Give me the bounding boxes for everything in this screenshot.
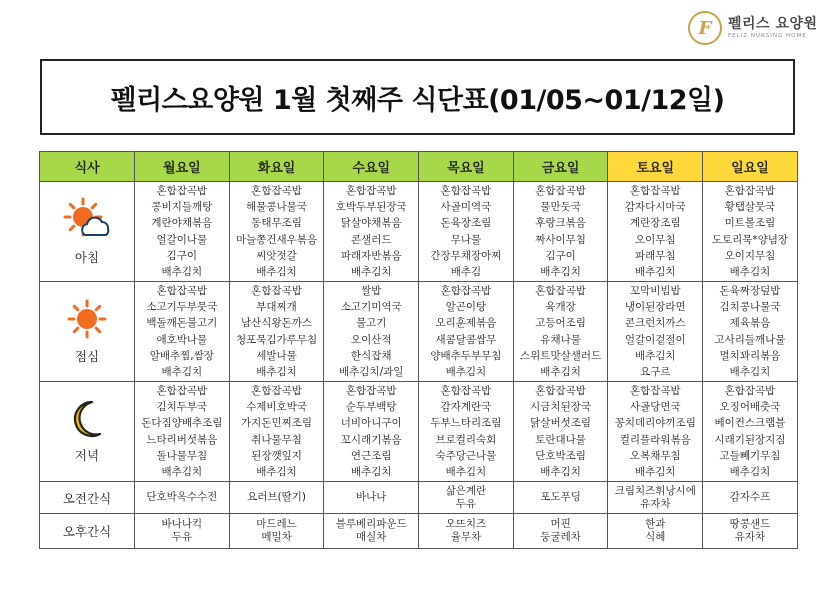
menu-item: 꼬시래기볶음 [340,433,402,446]
header-tuesday: 화요일 [229,152,324,182]
menu-item: 배추김치 [634,349,676,362]
meal-label: 오후간식 [62,524,112,539]
menu-cell-am-snack-thu [419,482,514,514]
menu-item: 배추김 [450,266,482,279]
menu-item: 오징어배춧국 [719,400,781,413]
menu-cell-dinner-wed [324,382,419,482]
menu-item: 유채나물 [540,333,581,346]
meal-label-cell [40,282,135,382]
menu-item: 사골당면국 [629,400,681,413]
menu-cell-dinner-fri [513,382,608,482]
menu-item: 메밀차 [261,531,292,543]
menu-item: 오이무침 [634,233,676,246]
menu-item: 돈육짜장덮밥 [719,284,781,297]
menu-item: 멸치꽈리볶음 [719,349,781,362]
menu-item: 매실차 [356,531,387,543]
sun-cloud-icon [40,197,134,244]
menu-item: 애호박나물 [156,333,208,346]
meal-label: 아침 [74,250,100,265]
meal-label: 저녁 [74,448,100,463]
menu-cell-dinner-tue [229,382,324,482]
menu-item: 율무차 [450,531,482,543]
menu-item: 꼬막비빔밥 [629,284,681,297]
menu-item: 배추김치 [161,466,203,479]
header-saturday: 토요일 [608,152,703,182]
moon-icon [40,399,134,442]
menu-item: 김구이 [166,249,198,262]
menu-item: 콘크런치까스 [624,317,686,330]
menu-item: 수제비호박국 [246,400,307,413]
menu-cell-breakfast-tue [229,182,324,282]
menu-item: 알배추찜,쌈장 [149,349,214,362]
meal-label-cell [40,182,135,282]
menu-item: 둥굴레차 [540,531,581,543]
menu-item: 배추김치 [729,466,771,479]
menu-item: 파래무침 [634,249,676,262]
menu-item: 오이산적 [350,333,392,346]
menu-cell-pm-snack-thu [419,514,514,549]
menu-item: 마드레느 [256,518,297,530]
menu-item: 김구이 [545,249,576,262]
menu-item: 도토리묵*양념장 [711,233,789,246]
menu-item: 혼합잡곡밥 [156,184,208,197]
header-friday: 금요일 [513,152,608,182]
menu-item: 땅콩샌드 [729,518,771,530]
menu-item: 숙주당근나물 [435,449,497,462]
meal-label: 오전간식 [62,490,112,506]
menu-item: 얼갈이겉절이 [624,333,686,346]
menu-item: 느타리버섯볶음 [146,433,218,446]
menu-item: 고사리들깨나물 [714,333,786,346]
menu-item: 혼합잡곡밥 [251,284,302,297]
menu-item: 콩비지들깨탕 [151,200,213,213]
row-pm-snack [40,514,798,549]
menu-item: 남산식왕돈까스 [241,317,313,330]
row-lunch [40,282,798,382]
menu-item: 동태무조림 [251,217,302,230]
menu-item: 배추김치 [161,366,203,379]
menu-cell-am-snack-fri [513,482,608,514]
menu-item: 부대찌개 [256,300,297,313]
menu-item: 오리훈제볶음 [435,317,497,330]
menu-item: 머핀 [550,518,571,530]
row-breakfast [40,182,798,282]
menu-item: 양배추두부무침 [430,349,502,362]
menu-item: 쌀밥 [361,284,382,297]
menu-item: 고들빼기무침 [719,449,781,462]
menu-item: 소고기미역국 [340,300,402,313]
menu-item: 바나나 [356,491,387,503]
menu-item: 너비아니구이 [340,417,402,430]
menu-item: 새콤달콤쌈무 [435,333,497,346]
menu-item: 제육볶음 [729,317,771,330]
menu-item: 돈다짐양배추조림 [141,417,223,430]
menu-item: 배추김치 [634,466,676,479]
menu-cell-breakfast-mon [135,182,230,282]
menu-item: 취나물무침 [251,433,302,446]
menu-item: 혼합잡곡밥 [251,184,302,197]
menu-item: 컬리플라워볶음 [619,433,691,446]
menu-item: 고등어조림 [535,317,586,330]
menu-cell-breakfast-sun [703,182,798,282]
menu-item: 시래기된장지짐 [714,433,786,446]
menu-item: 간장무채장아찌 [430,249,502,262]
menu-item: 꽁치데리야끼조림 [614,417,696,430]
menu-item: 혼합잡곡밥 [156,284,208,297]
menu-item: 브로컬리숙회 [435,433,497,446]
menu-item: 백돌깨돈불고기 [146,317,218,330]
menu-item: 혼합잡곡밥 [535,184,586,197]
menu-item: 짜사이무침 [535,233,586,246]
menu-cell-am-snack-sat [608,482,703,514]
menu-item: 오복채무침 [629,449,681,462]
menu-item: 오뜨치즈 [445,518,487,530]
menu-item: 닭살야채볶음 [340,217,402,230]
menu-item: 물만둣국 [540,200,581,213]
menu-item: 마늘쫑건새우볶음 [235,233,318,246]
menu-item: 김치콩나물국 [719,300,781,313]
menu-item: 황탭살뭇국 [724,200,776,213]
menu-cell-breakfast-thu [419,182,514,282]
row-am-snack [40,482,798,514]
menu-item: 파래자반볶음 [340,249,402,262]
menu-item: 씨앗젓갈 [256,249,297,262]
menu-item: 사골미역국 [440,200,492,213]
menu-item: 배추김치 [729,266,771,279]
menu-item: 배추김치 [634,266,676,279]
menu-cell-pm-snack-sun [703,514,798,549]
menu-item: 한식잡채 [350,349,392,362]
menu-item: 유자차 [640,497,671,510]
menu-item: 두부느타리조림 [430,417,502,430]
menu-item: 배추김치 [350,266,392,279]
menu-item: 감자다시마국 [624,200,686,213]
menu-cell-dinner-sun [703,382,798,482]
menu-cell-breakfast-sat [608,182,703,282]
menu-item: 스위트맛살샐러드 [520,349,602,362]
menu-item: 유자차 [734,531,766,543]
logo-text [728,17,818,40]
menu-item: 감자계란국 [440,400,492,413]
menu-item: 두유 [455,497,477,510]
header-wednesday: 수요일 [324,152,419,182]
sun-icon [40,298,134,343]
menu-item: 닭살버섯조림 [530,417,592,430]
menu-item: 혼합잡곡밥 [440,284,492,297]
header-sunday: 일요일 [703,152,798,182]
logo-subtitle: FELIZ NURSING HOME [728,32,807,39]
header-row [40,152,798,182]
header-monday: 월요일 [135,152,230,182]
menu-item: 연근조림 [350,449,392,462]
menu-item: 순두부백탕 [345,400,397,413]
meal-label-cell [40,482,135,514]
menu-item: 호박두부된장국 [335,200,407,213]
menu-cell-am-snack-mon [135,482,230,514]
meal-label-cell [40,514,135,549]
menu-cell-dinner-mon [135,382,230,482]
menu-cell-lunch-tue [229,282,324,382]
menu-item: 혼합잡곡밥 [440,384,492,397]
menu-cell-dinner-sat [608,382,703,482]
menu-item: 배추김치 [161,266,203,279]
page-title: 펠리스요양원 1월 첫째주 식단표(01/05~01/12일) [110,84,725,116]
menu-item: 소고기두부뭇국 [146,300,218,313]
menu-cell-pm-snack-fri [513,514,608,549]
menu-item: 포도푸딩 [540,491,581,503]
menu-item: 배추김치 [729,366,771,379]
menu-item: 미트볼조림 [724,217,776,230]
menu-item: 배추김치 [540,466,581,479]
menu-item: 불고기 [356,317,387,330]
menu-item: 배추김치 [256,366,297,379]
menu-item: 삶은계란 [445,484,487,497]
menu-cell-pm-snack-wed [324,514,419,549]
menu-item: 크림치즈휘낭시에 [614,484,696,497]
menu-cell-lunch-thu [419,282,514,382]
menu-item: 감자수프 [729,491,771,503]
logo-emblem: F [688,11,722,45]
logo [688,8,828,48]
menu-item: 배추김치 [256,466,297,479]
menu-item: 단호박조림 [535,449,586,462]
menu-cell-lunch-wed [324,282,419,382]
menu-item: 혼합잡곡밥 [724,384,776,397]
meal-label-cell [40,382,135,482]
menu-item: 시금치된장국 [530,400,592,413]
menu-cell-am-snack-sun [703,482,798,514]
menu-item: 얼갈이나물 [156,233,208,246]
menu-item: 한과 [645,518,666,530]
menu-cell-lunch-sat [608,282,703,382]
menu-cell-lunch-mon [135,282,230,382]
menu-cell-pm-snack-sat [608,514,703,549]
menu-item: 해물콩나물국 [246,200,307,213]
menu-cell-pm-snack-tue [229,514,324,549]
menu-table [39,151,798,549]
menu-item: 혼합잡곡밥 [535,284,586,297]
header-thursday: 목요일 [419,152,514,182]
menu-item: 돌나물무침 [156,449,208,462]
menu-item: 혼합잡곡밥 [629,184,681,197]
menu-item: 혼합잡곡밥 [535,384,586,397]
menu-item: 오이지무침 [724,249,776,262]
menu-item: 배추김치/과일 [339,366,404,379]
menu-item: 혼합잡곡밥 [440,184,492,197]
menu-item: 돈육장조림 [440,217,492,230]
menu-item: 육개장 [545,300,576,313]
menu-item: 혼합잡곡밥 [251,384,302,397]
menu-item: 계란야채볶음 [151,217,213,230]
meal-label: 점심 [74,349,100,364]
menu-item: 알곤이탕 [445,300,487,313]
menu-item: 냉이된장라면 [624,300,686,313]
menu-cell-lunch-fri [513,282,608,382]
menu-item: 요구르 [640,366,671,379]
menu-cell-breakfast-wed [324,182,419,282]
menu-item: 블루베리파운드 [335,518,407,530]
menu-item: 혼합잡곡밥 [156,384,208,397]
menu-cell-am-snack-wed [324,482,419,514]
menu-cell-am-snack-tue [229,482,324,514]
menu-cell-dinner-thu [419,382,514,482]
menu-item: 바나나킥 [161,518,203,530]
title-box [40,59,795,135]
menu-item: 혼합잡곡밥 [345,384,397,397]
menu-item: 청포묵김가루무침 [235,333,318,346]
menu-item: 혼합잡곡밥 [345,184,397,197]
menu-item: 계란장조림 [629,217,681,230]
logo-name: 펠리스 요양원 [728,15,818,32]
menu-cell-breakfast-fri [513,182,608,282]
menu-item: 혼합잡곡밥 [629,384,681,397]
menu-item: 콘샐러드 [350,233,392,246]
menu-item: 베이컨스크램블 [714,417,786,430]
menu-item: 된장깻잎지 [251,449,302,462]
menu-item: 배추김치 [445,466,487,479]
menu-item: 단호박옥수수전 [146,491,218,503]
menu-item: 무나물 [450,233,482,246]
menu-item: 혼합잡곡밥 [724,184,776,197]
menu-cell-pm-snack-mon [135,514,230,549]
row-dinner [40,382,798,482]
menu-cell-lunch-sun [703,282,798,382]
menu-item: 후랑크볶음 [535,217,586,230]
menu-item: 배추김치 [540,366,581,379]
header-meal: 식사 [40,152,135,182]
menu-item: 요러브(딸기) [247,491,306,503]
menu-item: 배추김치 [256,266,297,279]
menu-item: 두유 [171,531,192,543]
menu-item: 식혜 [645,531,666,543]
menu-item: 김치두부국 [156,400,208,413]
menu-item: 세발나물 [256,349,297,362]
menu-item: 가지돈민찌조림 [241,417,313,430]
menu-item: 토란대나물 [535,433,586,446]
menu-item: 배추김치 [350,466,392,479]
menu-item: 배추김치 [540,266,581,279]
menu-item: 배추김치 [445,366,487,379]
